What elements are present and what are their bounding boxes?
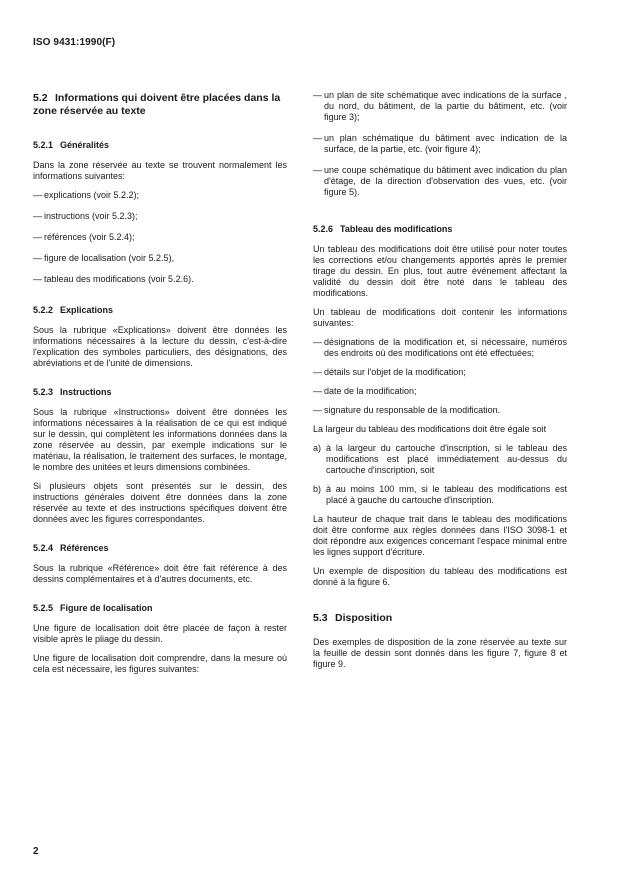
list-item-text: une coupe schématique du bâtiment avec indication du plan d'étage, de la direction d'observation des vues, etc. (voir figure 5). (324, 165, 567, 197)
section-5-2-1-heading (33, 140, 287, 151)
section-5-2-6-heading (313, 224, 567, 235)
section-number: 5.2 (33, 92, 48, 104)
section-5-2-3-heading (33, 387, 287, 398)
option-label: a) (313, 443, 322, 453)
section-number: 5.2.2 (33, 305, 54, 315)
figures-list (313, 90, 567, 198)
list-item (33, 253, 287, 264)
document-header: ISO 9431:1990(F) (33, 37, 116, 48)
page-number: 2 (33, 846, 39, 857)
paragraph: La hauteur de chaque trait dans le tableau des modifications doit être conforme aux règles données dans l'ISO 3098-1 et doit répondre aux exigences concernant l'espace minimal entre les lignes support d'écriture. (313, 514, 567, 557)
section-5-2-2-heading (33, 305, 287, 316)
list-item (313, 337, 567, 359)
section-5-3-heading (313, 612, 567, 625)
generalites-list (33, 190, 287, 285)
list-item-text: un plan schématique du bâtiment avec indication de la surface, de la partie, etc. (voir figure 4); (324, 133, 567, 154)
section-number: 5.2.3 (33, 387, 54, 397)
option-text: à au moins 100 mm, si le tableau des modifications est placé à gauche du cartouche d'inscription. (326, 484, 567, 505)
section-number: 5.2.5 (33, 603, 54, 613)
list-item-text: date de la modification; (324, 386, 417, 396)
dash-bullet: — (33, 253, 42, 263)
dash-bullet: — (313, 337, 322, 347)
section-number: 5.3 (313, 612, 328, 624)
paragraph: Une figure de localisation doit être placée de façon à rester visible après le pliage du dessin. (33, 623, 287, 644)
paragraph: La largeur du tableau des modifications doit être égale soit (313, 424, 547, 434)
list-item-text: désignations de la modification et, si nécessaire, numéros des endroits où des modifications ont été effectuées; (324, 337, 567, 358)
option-item (313, 443, 567, 476)
paragraph: Un tableau des modifications doit être utilisé pour noter toutes les corrections et/ou changements apportés après le premier tirage du dessin. En plus, tout autre événement affectant la validité du dessin doit être noté dans le tableau des modifications. (313, 244, 567, 298)
paragraph: Sous la rubrique «Explications» doivent être données les informations nécessaires à la lecture du dessin, c'est-à-dire l'explication des symboles particuliers, des désignations, des abréviations et de l'unité de dimensions. (33, 325, 287, 368)
section-title: Explications (60, 305, 114, 315)
section-title: Figure de localisation (60, 603, 153, 613)
section-title: Généralités (60, 140, 110, 150)
list-item (33, 274, 287, 285)
list-item-text: un plan de site schématique avec indications de la surface , du nord, du bâtiment, de la partie du bâtiment, etc. (voir figure 3); (324, 90, 567, 122)
dash-bullet: — (313, 133, 322, 143)
list-item-text: figure de localisation (voir 5.2.5), (44, 253, 175, 263)
option-text: à la largeur du cartouche d'inscription, si le tableau des modifications est placé immédiatement au-dessus du cartouche d'inscription, soit (326, 443, 567, 475)
list-item-text: détails sur l'objet de la modification; (324, 367, 466, 377)
dash-bullet: — (313, 165, 322, 175)
list-item (313, 367, 567, 378)
section-title: Disposition (335, 612, 393, 624)
list-item (313, 165, 567, 198)
dash-bullet: — (313, 367, 322, 377)
list-item-text: références (voir 5.2.4); (44, 232, 135, 242)
list-item-text: tableau des modifications (voir 5.2.6). (44, 274, 194, 284)
section-number: 5.2.4 (33, 543, 54, 553)
option-label: b) (313, 484, 322, 494)
paragraph: Des exemples de disposition de la zone réservée au texte sur la feuille de dessin sont donnés dans les figure 7, figure 8 et figure 9. (313, 637, 567, 669)
section-number: 5.2.6 (313, 224, 334, 234)
modifications-list (313, 337, 567, 416)
width-options-list (313, 443, 567, 506)
list-item (33, 211, 287, 222)
left-column (33, 92, 287, 683)
paragraph: Sous la rubrique «Référence» doit être fait référence à des dessins complémentaires et à d'autres documents, etc. (33, 563, 287, 584)
section-title: Tableau des modifications (340, 224, 453, 234)
paragraph: Dans la zone réservée au texte se trouvent normalement les informations suivantes: (33, 160, 287, 181)
paragraph: Un exemple de disposition du tableau des modifications est donné à la figure 6. (313, 566, 567, 587)
list-item (33, 190, 287, 201)
section-number: 5.2.1 (33, 140, 54, 150)
list-item-text: signature du responsable de la modification. (324, 405, 501, 415)
paragraph: Si plusieurs objets sont présentés sur le dessin, des instructions générales doivent être données dans la zone réservée au texte et des instructions spécifiques doivent être données avec les figures correspondantes. (33, 481, 287, 524)
list-item (313, 133, 567, 155)
section-title: Références (60, 543, 109, 553)
dash-bullet: — (313, 386, 322, 396)
section-5-2-5-heading (33, 603, 287, 614)
dash-bullet: — (33, 211, 42, 221)
paragraph: Un tableau de modifications doit contenir les informations suivantes: (313, 307, 567, 328)
dash-bullet: — (33, 190, 42, 200)
list-item (33, 232, 287, 243)
dash-bullet: — (313, 90, 322, 100)
section-title: Instructions (60, 387, 112, 397)
list-item (313, 90, 567, 123)
section-title: Informations qui doivent être placées dans la zone réservée au texte (33, 92, 281, 117)
dash-bullet: — (33, 274, 42, 284)
paragraph: Une figure de localisation doit comprendre, dans la mesure où cela est nécessaire, les figures suivantes: (33, 653, 287, 674)
list-item-text: instructions (voir 5.2.3); (44, 211, 138, 221)
list-item (313, 386, 567, 397)
list-item (313, 405, 567, 416)
paragraph: Sous la rubrique «Instructions» doivent être données les informations nécessaires à la réalisation de ce qui est indiqué sur le dessin, qui complètent les informations données dans la zone réservée au dessin, par exemple indications sur le matériau, la réalisation, le traitement des surfaces, le montage, le nombre des unitées et leurs dimensions combinées. (33, 407, 287, 472)
dash-bullet: — (313, 405, 322, 415)
list-item-text: explications (voir 5.2.2); (44, 190, 140, 200)
dash-bullet: — (33, 232, 42, 242)
option-item (313, 484, 567, 506)
section-5-2-heading (33, 92, 287, 118)
right-column (313, 90, 567, 678)
section-5-2-4-heading (33, 543, 287, 554)
